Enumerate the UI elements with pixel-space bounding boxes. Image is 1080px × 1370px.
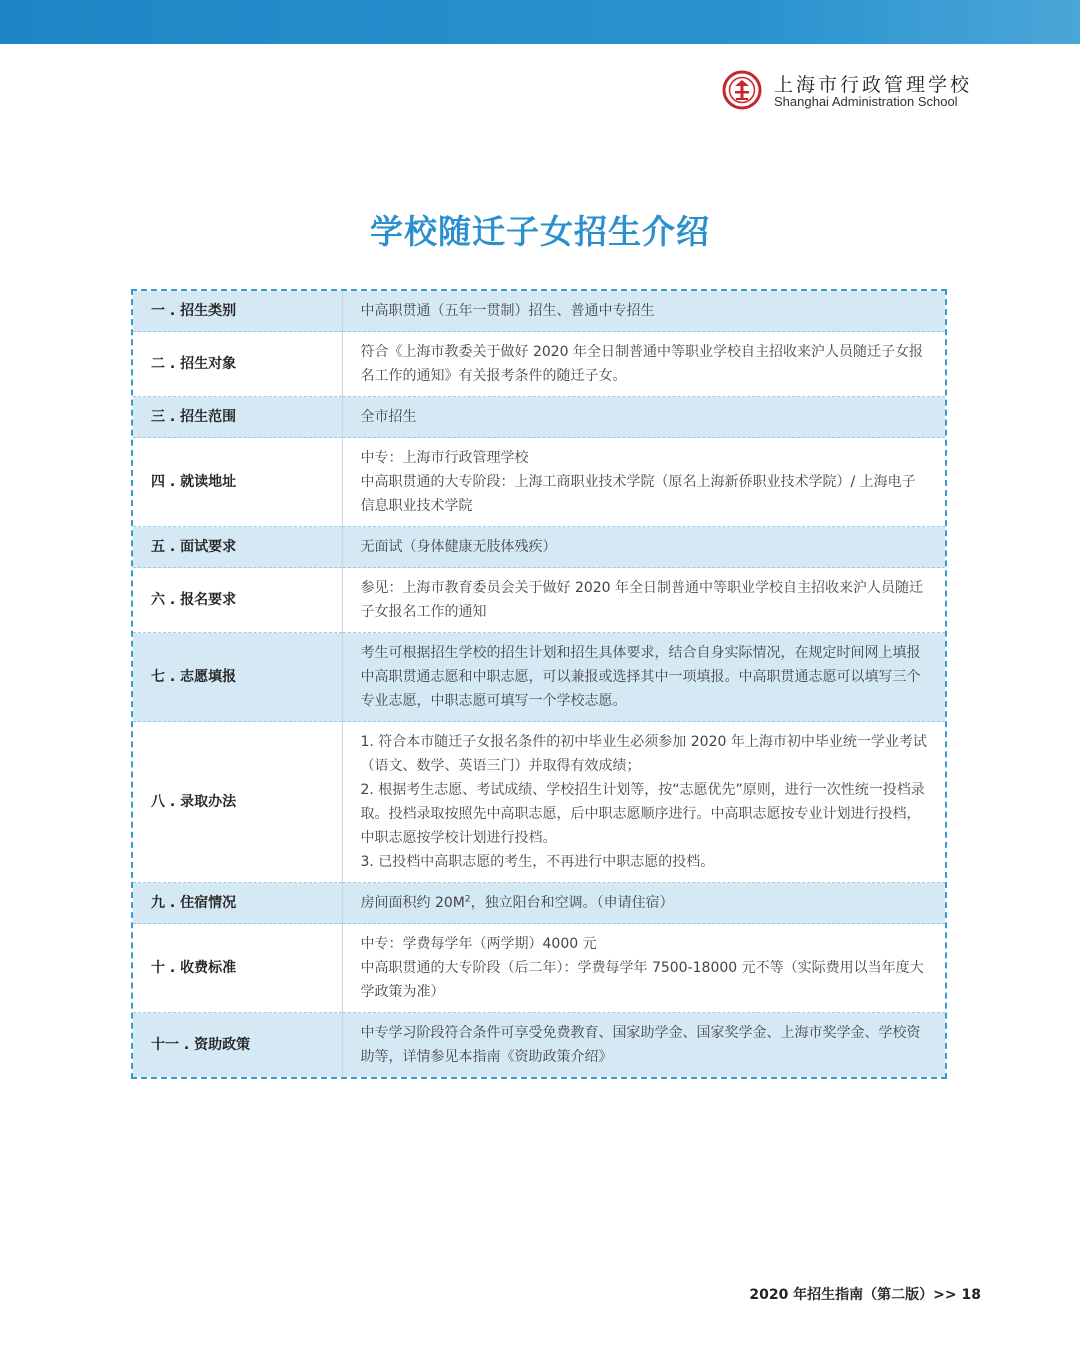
page-footer: 2020 年招生指南（第二版）>> 18 xyxy=(749,1287,981,1303)
logo-chinese-name: 上海市行政管理学校 xyxy=(774,74,973,96)
row-value-line: 中专：上海市行政管理学校 xyxy=(360,450,529,466)
row-value xyxy=(342,924,945,1013)
row-label: 八 . 录取办法 xyxy=(133,722,342,883)
school-emblem-icon xyxy=(722,70,762,110)
row-value-line: 中专学习阶段符合条件可享受免费教育、国家助学金、国家奖学金、上海市奖学金、学校资助等，详情参见本指南《资助政策介绍》 xyxy=(360,1025,921,1065)
table-row xyxy=(133,883,945,924)
table-row xyxy=(133,438,945,527)
row-label: 九 . 住宿情况 xyxy=(133,883,342,924)
logo-english-name: Shanghai Administration School xyxy=(774,94,958,109)
school-logo xyxy=(722,70,982,114)
row-label: 七 . 志愿填报 xyxy=(133,633,342,722)
row-label: 十一 . 资助政策 xyxy=(133,1013,342,1078)
row-value xyxy=(342,397,945,438)
table-row xyxy=(133,568,945,633)
row-value xyxy=(342,438,945,527)
admission-info-table xyxy=(131,289,947,1079)
table-row xyxy=(133,332,945,397)
row-label: 三 . 招生范围 xyxy=(133,397,342,438)
row-value-line: 全市招生 xyxy=(360,409,417,425)
housing-superscript: 2 xyxy=(464,894,471,905)
table-row xyxy=(133,924,945,1013)
row-label: 二 . 招生对象 xyxy=(133,332,342,397)
row-value xyxy=(342,568,945,633)
row-label: 五 . 面试要求 xyxy=(133,527,342,568)
table-row xyxy=(133,397,945,438)
table-row xyxy=(133,1013,945,1078)
row-value xyxy=(342,1013,945,1078)
row-value-line: 中高职贯通的大专阶段：上海工商职业技术学院（原名上海新侨职业技术学院）/ 上海电子信息职业技术学院 xyxy=(360,474,916,514)
table-row xyxy=(133,291,945,332)
row-label: 六 . 报名要求 xyxy=(133,568,342,633)
row-value xyxy=(342,633,945,722)
row-value-line: 无面试（身体健康无肢体残疾） xyxy=(360,539,557,555)
row-value-line: 中高职贯通的大专阶段（后二年）：学费每学年 7500-18000 元不等（实际费用以当年度大学政策为准） xyxy=(360,960,924,1000)
row-label: 四 . 就读地址 xyxy=(133,438,342,527)
row-label: 一 . 招生类别 xyxy=(133,291,342,332)
row-value-line: 符合《上海市教委关于做好 2020 年全日制普通中等职业学校自主招收来沪人员随迁子女报名工作的通知》有关报考条件的随迁子女。 xyxy=(360,344,924,384)
table-row xyxy=(133,633,945,722)
row-value-line: 中专：学费每学年（两学期）4000 元 xyxy=(360,936,597,952)
row-value xyxy=(342,883,945,924)
row-value-line: 中高职贯通（五年一贯制）招生、普通中专招生 xyxy=(360,303,655,319)
page-title: 学校随迁子女招生介绍 xyxy=(370,212,710,251)
row-value-line: 参见：上海市教育委员会关于做好 2020 年全日制普通中等职业学校自主招收来沪人员随迁子女报名工作的通知 xyxy=(360,580,924,620)
row-value-line: 1. 符合本市随迁子女报名条件的初中毕业生必须参加 2020 年上海市初中毕业统一学业考试（语文、数学、英语三门）并取得有效成绩； xyxy=(360,734,927,774)
housing-text-pre: 房间面积约 20M xyxy=(360,895,465,911)
row-value xyxy=(342,291,945,332)
row-label: 十 . 收费标准 xyxy=(133,924,342,1013)
housing-text-post: ，独立阳台和空调。（申请住宿） xyxy=(470,895,674,911)
row-value xyxy=(342,527,945,568)
row-value xyxy=(342,722,945,883)
row-value xyxy=(342,332,945,397)
row-value-line: 考生可根据招生学校的招生计划和招生具体要求，结合自身实际情况，在规定时间网上填报中高职贯通志愿和中职志愿，可以兼报或选择其中一项填报。中高职贯通志愿可以填写三个专业志愿，中职志愿可填写一个学校志愿。 xyxy=(360,645,921,709)
row-value-line: 2. 根据考生志愿、考试成绩、学校招生计划等，按“志愿优先”原则，进行一次性统一投档录取。投档录取按照先中高职志愿，后中职志愿顺序进行。中高职志愿按专业计划进行投档，中职志愿按学校计划进行投档。 xyxy=(360,782,925,846)
table-row xyxy=(133,722,945,883)
table-row xyxy=(133,527,945,568)
top-band xyxy=(0,0,1080,44)
row-value-line: 3. 已投档中高职志愿的考生，不再进行中职志愿的投档。 xyxy=(360,854,715,870)
